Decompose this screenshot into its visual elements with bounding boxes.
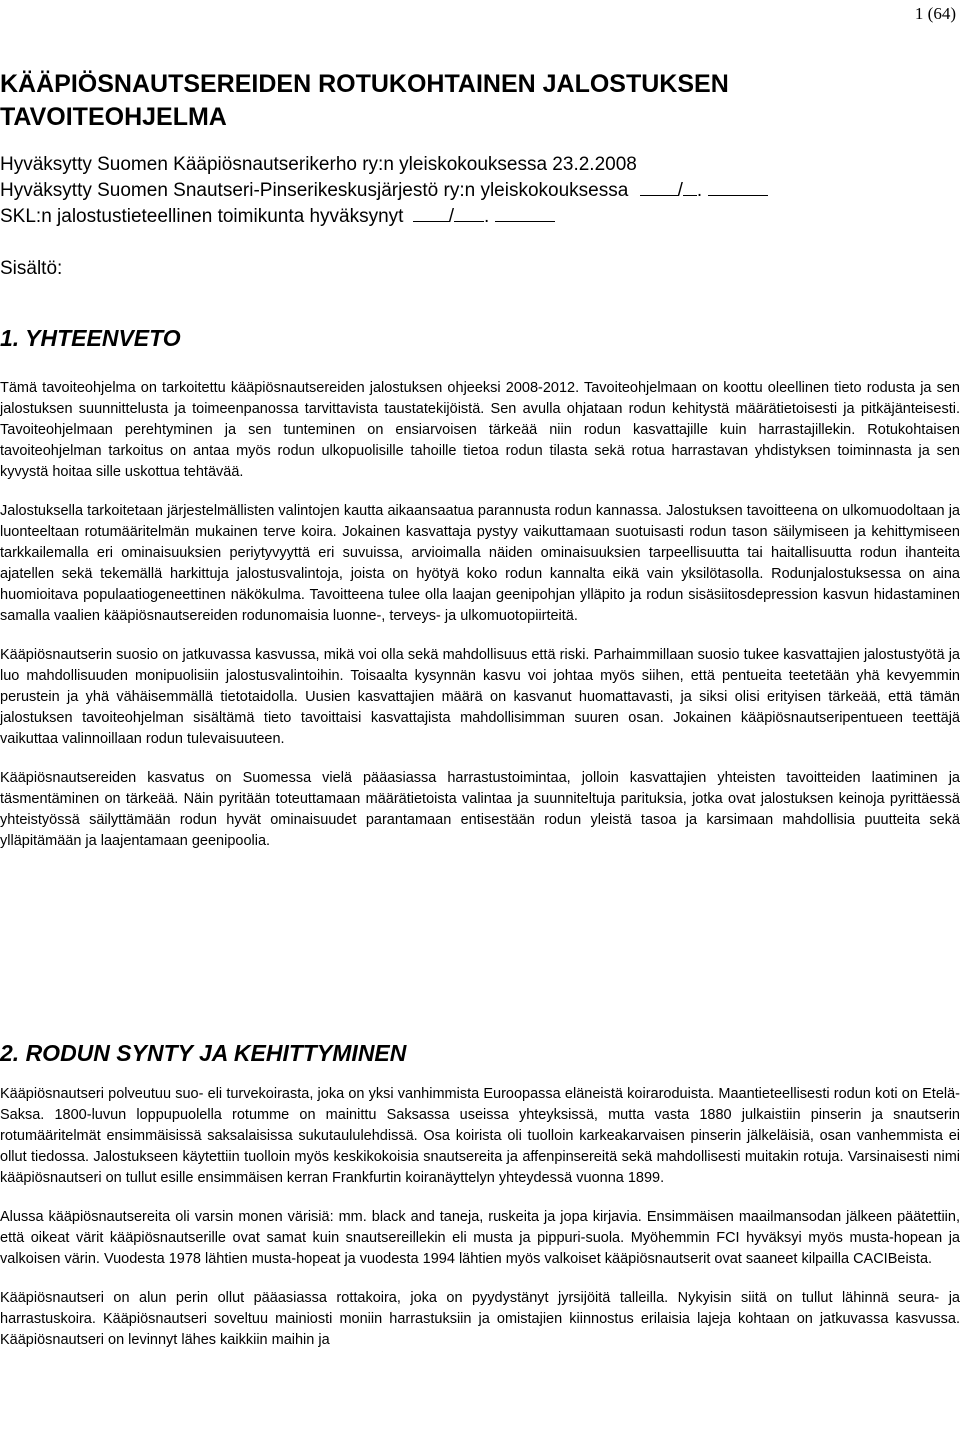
paragraph: Kääpiösnautserin suosio on jatkuvassa kasvussa, mikä voi olla sekä mahdollisuus että riski. Parhaimmillaan suosio tukee kasvattajien jalostustyötä ja luo mahdollisuuden monipuolisiin jalostusvalintoihin. Toisaalta kysynnän kasvu voi johtaa myös siihen, että pentueita teetetään yhä kevyemmin perustein ja yhä vähäisemmällä tietotaidolla. Uusien kasvattajien määrä on kasvanut huomattavasti, ja siksi olisi erityisen tärkeää, että tämän jalostuksen tavoiteohjelman sisältämä tieto tavoittaisi kasvattajista mahdollisimman suuren osan. Jokainen kääpiösnautseripentueen teettäjä vaikuttaa valinnoillaan rodun tulevaisuuteen. <box>0 647 960 747</box>
date-dot: . <box>484 206 490 227</box>
date-blank-year <box>708 178 768 196</box>
date-blank-year <box>495 204 555 222</box>
date-blank-month <box>454 204 484 222</box>
date-slash: / <box>677 180 683 201</box>
document-title: KÄÄPIÖSNAUTSEREIDEN ROTUKOHTAINEN JALOSTUKSEN TAVOITEOHJELMA <box>0 70 729 131</box>
section-heading-origin: 2. RODUN SYNTY JA KEHITTYMINEN <box>0 1040 407 1066</box>
date-dot: . <box>696 180 703 201</box>
section-origin-body <box>0 1084 960 1351</box>
date-blank-month <box>683 178 697 196</box>
approval-line-keskusjarjesto <box>0 178 768 204</box>
date-blank-day <box>640 178 678 196</box>
approval-line-skl <box>0 204 768 230</box>
date-blank-day <box>413 204 449 222</box>
section-summary-body <box>0 378 960 852</box>
paragraph: Alussa kääpiösnautsereita oli varsin monen värisiä: mm. black and taneja, ruskeita ja jopa kirjavia. Ensimmäisen maailmansodan jälkeen päätettiin, että oikeat värit kääpiösnautserille ovat samat kuin snautsereillekin eli musta ja pippuri-suola. Myöhemmin FCI hyväksyi myös musta-hopean ja valkoisen värin. Vuodesta 1978 lähtien musta-hopeat ja vuodesta 1994 lähtien myös valkoiset kääpiösnautserit ovat saaneet kilpailla CACIBeista. <box>0 1209 960 1267</box>
paragraph: Kääpiösnautsereiden kasvatus on Suomessa vielä pääasiassa harrastustoimintaa, jolloin kasvattajien yhteisten tavoitteiden laatiminen ja täsmentäminen on tärkeää. Näin pyritään toteuttamaan määrätietoista valintaa ja suunniteltuja parituksia, jotka ovat jalostuksen keinoja pyrittäessä yhteistyössä säilyttämään rodun hyvät ominaisuudet parantamaan entisestään rodun yleistä tasoa ja karsimaan mahdollisia puutteita sekä ylläpitämään ja laajentamaan geenipoolia. <box>0 770 960 849</box>
approval-line-keskusjarjesto-text: Hyväksytty Suomen Snautseri-Pinserikeskusjärjestö ry:n yleiskokouksessa <box>0 180 629 201</box>
paragraph: Jalostuksella tarkoitetaan järjestelmällisten valintojen kautta aikaansaatua parannusta rodun kannassa. Jalostuksen tavoitteena on ulkomuodoltaan ja luonteeltaan rotumääritelmän mukainen terve koira. Jokainen kasvattaja pystyy vaikuttamaan suotuisasti rodun tason säilymiseen ja kehittymiseen tarkkailemalla eri ominaisuuksien periytyvyyttä eri suvuissa, arvioimalla näiden ominaisuuksien tarpeellisuutta tai haitallisuutta rodun ihanteita ajatellen sekä tekemällä harkittuja jalostusvalintoja, joista on hyötyä koko rodun kannalta eikä vain yksilötasolla. Rodunjalostuksessa on aina huomioitava populaatiogeneettinen näkökulma. Tavoitteena tulee olla laajan geenipohjan ylläpito ja rodun sisäsiitosdepression kasvun hidastaminen samalla vaalien kääpiösnautsereiden rodunomaisia luonne-, terveys- ja ulkomuotopiirteitä. <box>0 503 960 624</box>
approval-line-kerho: Hyväksytty Suomen Kääpiösnautserikerho ry:n yleiskokouksessa 23.2.2008 <box>0 154 637 175</box>
page-number: 1 (64) <box>914 4 956 23</box>
paragraph: Tämä tavoiteohjelma on tarkoitettu kääpiösnautsereiden jalostuksen ohjeeksi 2008-2012. Tavoiteohjelmaan on koottu oleellinen tieto rodusta ja sen jalostuksen suunnittelusta ja toimeenpanossa tarvittavista taustatekijöistä. Sen avulla ohjataan rodun kehitystä määrätietoisesti ja pitkäjänteisesti. Tavoiteohjelmaan perehtyminen ja sen tunteminen on ensiarvoisen tärkeää niin rodun kasvattajille kuin harrastajillekin. Rotukohtaisen tavoiteohjelman tarkoitus on antaa myös rodun ulkopuolisille tahoille tietoa rodun tilasta sekä rotua harrastavan yhdistyksen toiminnasta ja sen kyvystä hoitaa sille uskottua tehtävää. <box>0 380 960 480</box>
contents-label: Sisältö: <box>0 258 63 279</box>
approval-line-skl-text: SKL:n jalostustieteellinen toimikunta hyväksynyt <box>0 206 404 227</box>
date-slash: / <box>448 206 454 227</box>
approvals-block <box>0 152 768 230</box>
paragraph: Kääpiösnautseri polveutuu suo- eli turvekoirasta, joka on yksi vanhimmista Euroopassa eläneistä koiraroduista. Maantieteellisesti rodun koti on Etelä-Saksa. 1800-luvun loppupuolella rotumme on mainittu Saksassa useissa yhteyksissä, mutta vasta 1880 julkaistiin pinserin ja snautserin rotumääritelmät ensimmäisissä saksalaisissa sukutaululehdissä. Osa koirista oli tuolloin karkeakarvaisen pinserin jälkeläisiä, osan vanhemmista ei ollut tiedossa. Jalostukseen käytettiin tuolloin myös keskikokoisia snautsereita ja affenpinsereitä sekä mahdollisesti muitakin rotuja. Varsinaisesti nimi kääpiösnautseri on tullut esille ensimmäisen kerran Frankfurtin koiranäyttelyn yhteydessä vuonna 1899. <box>0 1086 960 1186</box>
paragraph: Kääpiösnautseri on alun perin ollut pääasiassa rottakoira, joka on pyydystänyt jyrsijöitä talleilla. Nykyisin siitä on tullut lähinnä seura- ja harrastuskoira. Kääpiösnautseri soveltuu mainiosti moniin harrastuksiin ja omistajien kiinnostus erilaisia lajeja kohtaan on jatkuvassa kasvussa. Kääpiösnautseri on levinnyt lähes kaikkiin maihin ja <box>0 1290 960 1348</box>
section-heading-summary: 1. YHTEENVETO <box>0 325 181 351</box>
